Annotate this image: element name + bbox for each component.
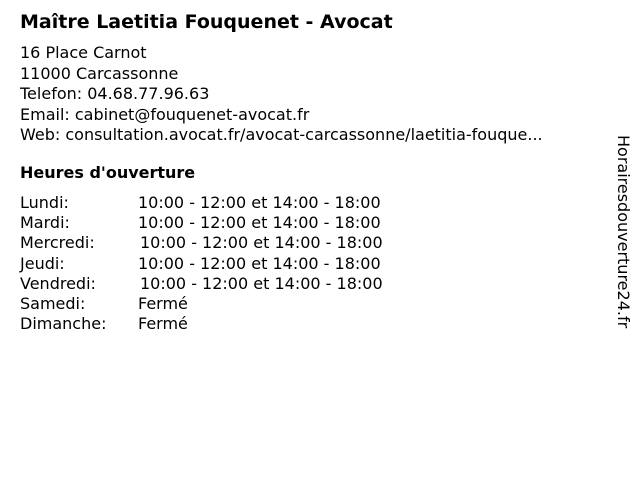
hours-row-lundi bbox=[20, 193, 383, 213]
hours-row-dimanche bbox=[20, 314, 383, 334]
hours-row-mardi bbox=[20, 213, 383, 233]
hours-row-samedi bbox=[20, 294, 383, 314]
hours-day-label: Vendredi: bbox=[20, 273, 96, 293]
hours-time-value: 10:00 - 12:00 et 14:00 - 18:00 bbox=[138, 193, 381, 212]
contact-block bbox=[20, 43, 543, 146]
hours-row-vendredi bbox=[20, 274, 383, 294]
hours-day-label: Mardi: bbox=[20, 213, 70, 233]
email-link[interactable]: Email: cabinet@fouquenet-avocat.fr bbox=[20, 104, 310, 124]
hours-day-label: Mercredi: bbox=[20, 233, 95, 253]
hours-time-value: Fermé bbox=[138, 293, 188, 313]
phone-link[interactable]: Telefon: 04.68.77.96.63 bbox=[20, 84, 210, 103]
website-link[interactable]: Web: consultation.avocat.fr/avocat-carcassonne/laetitia-fouque... bbox=[20, 125, 543, 144]
hours-day-label: Samedi: bbox=[20, 293, 86, 313]
hours-time-value: 10:00 - 12:00 et 14:00 - 18:00 bbox=[138, 213, 381, 233]
hours-time-value: 10:00 - 12:00 et 14:00 - 18:00 bbox=[140, 273, 383, 293]
city-address: 11000 Carcassonne bbox=[20, 63, 179, 83]
hours-row-mercredi bbox=[20, 233, 383, 253]
street-address: 16 Place Carnot bbox=[20, 43, 147, 62]
hours-day-label: Lundi: bbox=[20, 193, 69, 212]
opening-hours-table bbox=[20, 193, 383, 334]
hours-time-value: 10:00 - 12:00 et 14:00 - 18:00 bbox=[138, 253, 381, 273]
opening-hours-heading: Heures d'ouverture bbox=[20, 163, 196, 182]
hours-day-label: Jeudi: bbox=[20, 253, 65, 273]
hours-row-jeudi bbox=[20, 254, 383, 274]
watermark-text: Horairesdouverture24.fr bbox=[614, 135, 633, 329]
hours-time-value: 10:00 - 12:00 et 14:00 - 18:00 bbox=[140, 233, 383, 253]
business-title: Maître Laetitia Fouquenet - Avocat bbox=[20, 11, 393, 33]
hours-day-label: Dimanche: bbox=[20, 314, 107, 334]
site-watermark bbox=[612, 135, 634, 345]
hours-time-value: Fermé bbox=[138, 314, 188, 334]
